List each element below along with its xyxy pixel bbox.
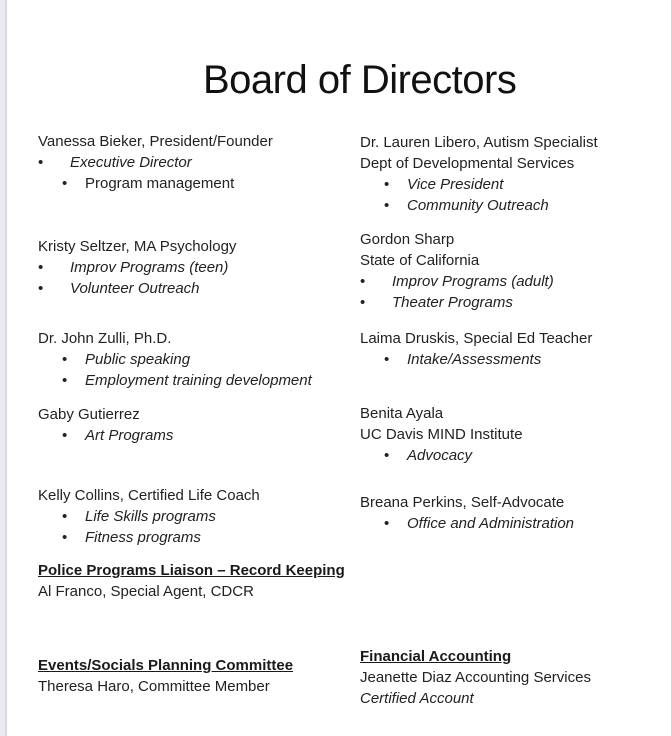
bullet-item [384,513,666,534]
entry-line: Dept of Developmental Services [360,155,575,172]
bullet-icon: • [360,273,366,290]
bullet-label: Theater Programs [392,294,513,311]
bullet-icon: • [384,197,390,214]
board-entry [360,229,666,313]
entry-line: State of California [360,252,480,269]
bullet-label: Intake/Assessments [407,351,542,368]
board-entry [38,485,356,548]
board-entry [38,236,356,299]
bullet-icon: • [38,259,44,276]
entry-line: Laima Druskis, Special Ed Teacher [360,330,593,347]
bullet-label: Improv Programs (teen) [70,259,229,276]
bullet-icon: • [360,294,366,311]
right-column [360,0,666,736]
bullet-icon: • [384,176,390,193]
bullet-item [360,271,666,292]
bullet-icon: • [384,351,390,368]
board-entry [38,655,356,697]
bullet-item [62,527,356,548]
board-entry [38,131,356,194]
bullet-label: Public speaking [85,351,191,368]
bullet-item [62,173,356,194]
entry-line: Dr. Lauren Libero, Autism Specialist [360,134,598,151]
bullet-item [384,195,666,216]
bullet-item [360,292,666,313]
page-edge-strip [0,0,7,736]
bullet-label: Employment training development [85,372,312,389]
entry-line: Gordon Sharp [360,231,455,248]
entry-line: Breana Perkins, Self-Advocate [360,494,565,511]
bullet-label: Advocacy [407,447,473,464]
bullet-item [384,445,666,466]
left-column [38,0,356,736]
bullet-icon: • [38,280,44,297]
bullet-item [38,257,356,278]
bullet-label: Improv Programs (adult) [392,273,554,290]
bullet-label: Life Skills programs [85,508,216,525]
bullet-icon: • [38,154,44,171]
bullet-label: Office and Administration [407,515,575,532]
entry-line: UC Davis MIND Institute [360,426,523,443]
entry-line: Al Franco, Special Agent, CDCR [38,583,254,600]
section-heading: Events/Socials Planning Committee [38,657,294,674]
bullet-label: Vice President [407,176,504,193]
bullet-item [62,370,356,391]
bullet-icon: • [62,529,68,546]
bullet-icon: • [62,427,68,444]
bullet-icon: • [62,175,68,192]
bullet-label: Community Outreach [407,197,549,214]
entry-line: Theresa Haro, Committee Member [38,678,270,695]
section-heading: Financial Accounting [360,648,512,665]
board-entry [38,560,356,602]
bullet-item [62,506,356,527]
board-entry [38,404,356,446]
bullet-label: Program management [85,175,235,192]
entry-line: Vanessa Bieker, President/Founder [38,133,273,150]
entry-line: Gaby Gutierrez [38,406,140,423]
bullet-icon: • [384,447,390,464]
board-entry [360,328,666,370]
bullet-item [38,278,356,299]
bullet-icon: • [62,351,68,368]
bullet-icon: • [62,372,68,389]
section-heading: Police Programs Liaison – Record Keeping [38,562,345,579]
bullet-item [62,425,356,446]
page-title: Board of Directors [203,58,517,102]
entry-line: Kelly Collins, Certified Life Coach [38,487,260,504]
board-entry [360,132,666,216]
bullet-item [384,174,666,195]
bullet-item [62,349,356,370]
entry-line: Certified Account [360,690,474,707]
bullet-label: Fitness programs [85,529,201,546]
entry-line: Jeanette Diaz Accounting Services [360,669,591,686]
board-entry [38,328,356,391]
bullet-label: Executive Director [70,154,192,171]
board-entry [360,492,666,534]
bullet-icon: • [62,508,68,525]
bullet-label: Volunteer Outreach [70,280,200,297]
board-entry [360,646,666,709]
entry-line: Kristy Seltzer, MA Psychology [38,238,237,255]
bullet-icon: • [384,515,390,532]
bullet-item [38,152,356,173]
bullet-item [384,349,666,370]
entry-line: Benita Ayala [360,405,444,422]
entry-line: Dr. John Zulli, Ph.D. [38,330,172,347]
board-entry [360,403,666,466]
bullet-label: Art Programs [85,427,174,444]
